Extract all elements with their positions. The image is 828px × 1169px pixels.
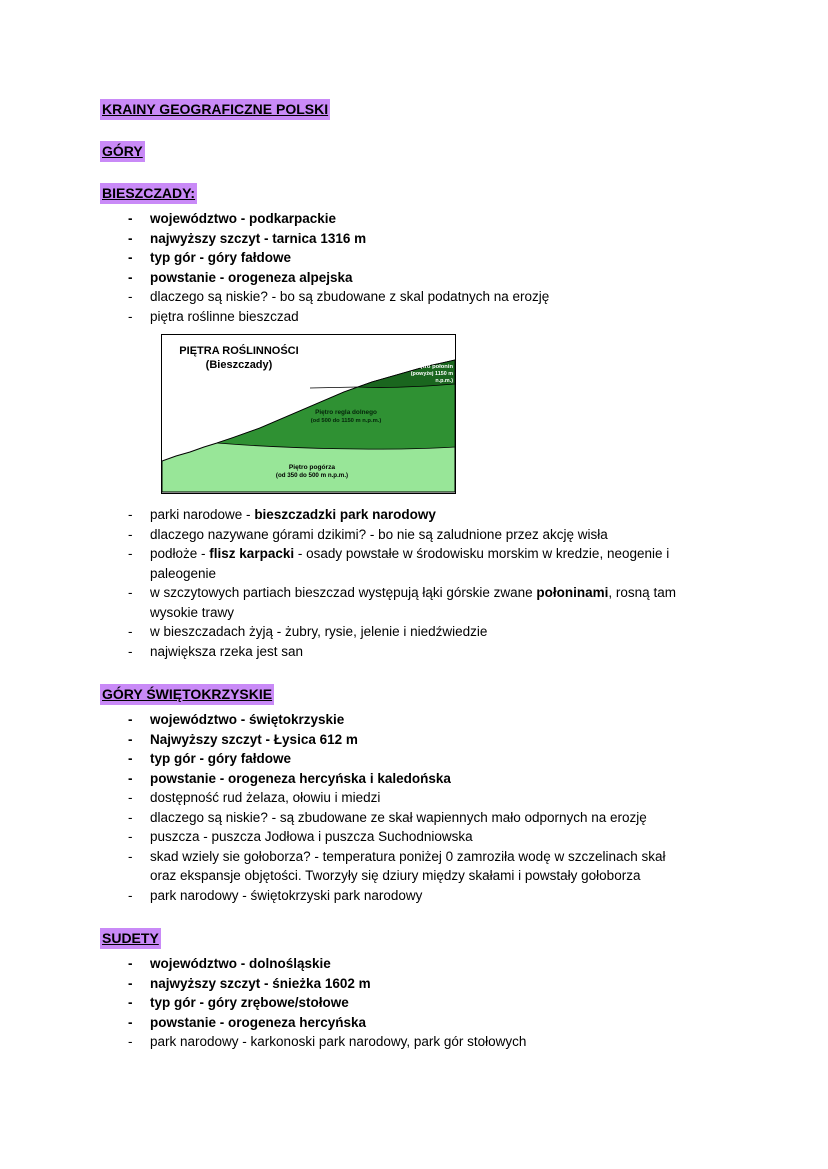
bullet-dash: - [128,1014,133,1030]
bullet-dash: - [128,995,133,1010]
diagram-title-line1: PIĘTRA ROŚLINNOŚCI [179,345,299,357]
item-text: w szczytowych partiach bieszczad występują łąki górskie zwane połoninami, rosną tam wysokie trawy [150,585,676,620]
bullet-dash: - [128,751,133,766]
item-text: typ gór - góry fałdowe [150,751,292,766]
bullet-dash: - [128,975,133,991]
item-text: powstanie - orogeneza hercyńska i kaledońska [150,770,451,786]
bullet-dash: - [128,211,133,226]
item-text: typ gór - góry zrębowe/stołowe [150,995,349,1010]
list-item [128,525,690,545]
item-text: dostępność rud żelaza, ołowiu i miedzi [150,790,381,805]
list-item [128,993,690,1013]
document-title [100,99,728,120]
bullet-list [100,209,690,326]
zone-pogorze-range: (od 350 do 500 m n.p.m.) [275,472,349,479]
list-item [128,749,690,769]
item-text: największa rzeka jest san [150,643,304,659]
bullet-dash: - [128,289,133,304]
item-text: w bieszczadach żyją - żubry, rysie, jelenie i niedźwiedzie [150,624,488,639]
bullet-dash: - [128,887,133,903]
list-item [128,307,690,327]
list-item [128,268,690,288]
list-item [128,642,690,662]
list-item [128,622,690,642]
list-item [128,974,690,994]
item-text: najwyższy szczyt - tarnica 1316 m [150,230,367,246]
list-item [128,1032,690,1052]
item-text: powstanie - orogeneza hercyńska [150,1014,367,1030]
item-text: typ gór - góry fałdowe [150,250,292,265]
section-heading [100,183,728,204]
list-item [128,808,690,828]
item-text: Najwyższy szczyt - Łysica 612 m [150,731,358,747]
section-gory-swietokrzyskie [100,684,728,905]
section-bieszczady [100,183,728,661]
list-item [128,287,690,307]
item-text: dlaczego są niskie? - są zbudowane ze skał wapiennych mało odpornych na erozję [150,809,647,825]
bullet-list [100,954,690,1052]
item-text: piętra roślinne bieszczad [150,308,299,324]
diagram-title-line2: (Bieszczady) [205,359,273,371]
list-item [128,827,690,847]
list-item [128,710,690,730]
item-text: puszcza - puszcza Jodłowa i puszcza Suchodniowska [150,829,473,844]
bullet-dash: - [128,308,133,324]
zone-polonin-range-2: n.p.m.) [435,378,453,384]
bullet-dash: - [128,269,133,285]
document-subtitle-text: GÓRY [100,141,145,162]
list-item [128,1013,690,1033]
diagram-title [168,344,310,372]
section-heading-text: BIESZCZADY: [100,183,197,204]
bullet-dash: - [128,829,133,844]
zone-regiel-label: Piętro regla dolnego [315,409,377,416]
section-heading-text: GÓRY ŚWIĘTOKRZYSKIE [100,684,274,705]
bullet-dash: - [128,770,133,786]
bullet-dash: - [128,1034,133,1049]
bullet-dash: - [128,230,133,246]
section-heading [100,928,728,949]
bullet-dash: - [128,526,133,542]
section-heading [100,684,728,705]
item-text: skad wziely sie gołoborza? - temperatura poniżej 0 zamroziła wodę w szczelinach skał oraz ekspansje objętości. Tworzyły się dziury między skałami i powstały gołoborza [150,848,666,883]
section-sudety [100,928,728,1052]
item-text: powstanie - orogeneza alpejska [150,269,353,285]
bullet-dash: - [128,790,133,805]
list-item [128,788,690,808]
item-text: podłoże - flisz karpacki - osady powstałe w środowisku morskim w kredzie, neogenie i paleogenie [150,546,670,581]
list-item [128,583,690,622]
item-text: park narodowy - karkonoski park narodowy, park gór stołowych [150,1034,527,1049]
bullet-list [100,505,690,661]
item-text: województwo - świętokrzyskie [150,712,345,727]
zone-polonin-range-1: (powyżej 1150 m [410,371,453,377]
list-item [128,544,690,583]
vegetation-zones-diagram [161,334,456,494]
zone-boundary-line [310,387,358,388]
bullet-dash: - [128,712,133,727]
section-heading-text: SUDETY [100,928,161,949]
bullet-dash: - [128,809,133,825]
list-item [128,847,690,886]
item-text: dlaczego nazywane górami dzikimi? - bo nie są zaludnione przez akcję wisła [150,526,608,542]
list-item [128,209,690,229]
list-item [128,769,690,789]
bullet-dash: - [128,624,133,639]
document-subtitle [100,141,728,162]
item-text: najwyższy szczyt - śnieżka 1602 m [150,975,371,991]
list-item [128,505,690,525]
bullet-dash: - [128,585,133,600]
list-item [128,886,690,906]
list-item [128,730,690,750]
bullet-dash: - [128,731,133,747]
item-text: park narodowy - świętokrzyski park narodowy [150,887,423,903]
zone-pogorze-label: Piętro pogórza [288,464,336,471]
item-text: dlaczego są niskie? - bo są zbudowane z skal podatnych na erozję [150,289,550,304]
document-title-text: KRAINY GEOGRAFICZNE POLSKI [100,99,330,120]
bullet-dash: - [128,848,133,864]
bullet-dash: - [128,250,133,265]
list-item [128,229,690,249]
list-item [128,954,690,974]
bullet-dash: - [128,546,133,561]
bullet-list [100,710,690,905]
item-text: województwo - dolnośląskie [150,956,331,971]
bullet-dash: - [128,643,133,659]
bullet-dash: - [128,956,133,971]
item-text: województwo - podkarpackie [150,211,337,226]
bullet-dash: - [128,507,133,522]
item-text: parki narodowe - bieszczadzki park narodowy [150,507,436,522]
list-item [128,248,690,268]
zone-regiel-range: (od 500 do 1150 m n.p.m.) [310,418,382,424]
zone-polonin-label: Piętro połonin [414,364,453,370]
